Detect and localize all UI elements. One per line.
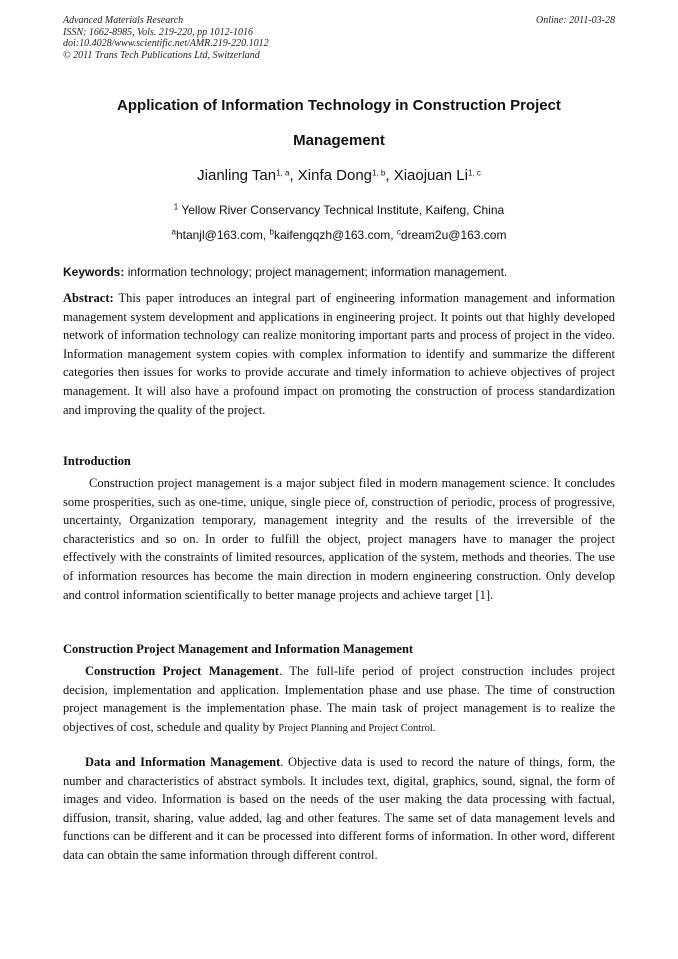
keywords-text: information technology; project management; information management. bbox=[127, 265, 508, 279]
email-link[interactable]: dream2u@163.com bbox=[400, 228, 507, 242]
paper-title bbox=[63, 88, 615, 158]
author-name: Xinfa Dong bbox=[297, 167, 373, 184]
abstract-text: This paper introduces an integral part of engineering information management and information management system development and applications in engineering project. It points out that highly developed network of information technology can realize monitoring important parts and process of project in the video. Information management system copies with complex information to identify and summarize the different categories then issues for works to provide accurate and timely information to achieve objectives of project management. It will also have a profound impact on promoting the construction of process standardization and improving the quality of the project. bbox=[63, 291, 615, 417]
online-date: Online: 2011-03-28 bbox=[536, 15, 615, 26]
keywords-label: Keywords: bbox=[63, 265, 125, 279]
paragraph-small-text: Project Planning and Project Control. bbox=[278, 722, 436, 734]
abstract-label: Abstract: bbox=[63, 291, 114, 305]
copyright-line: © 2011 Trans Tech Publications Ltd, Switzerland bbox=[63, 49, 260, 61]
email-link[interactable]: kaifengqzh@163.com bbox=[273, 228, 391, 242]
paragraph-text: . The full-life period of project construction includes project decision, implementation and application. Implementation phase and use phase. The time of construction project management is the implementation phase. The main task of project management is to realize the objectives of cost, schedule and quality by bbox=[63, 664, 615, 734]
affiliation-sup: 1 bbox=[173, 202, 179, 212]
abstract bbox=[63, 289, 615, 419]
author-sup: 1, c bbox=[467, 168, 481, 178]
journal-header bbox=[63, 15, 615, 61]
email-sup: c bbox=[396, 227, 401, 237]
issn-line: ISSN: 1662-8985, Vols. 219-220, pp 1012-1016 bbox=[63, 26, 253, 38]
affiliation-text: Yellow River Conservancy Technical Institute, Kaifeng, China bbox=[181, 203, 505, 217]
author-list: Jianling Tan$^{1, a}$, Xinfa Dong$^{1, b}$, Xiaojuan Li$^{1, c}$ bbox=[197, 167, 481, 184]
journal-name: Advanced Materials Research bbox=[63, 15, 184, 26]
author-sup: 1, b bbox=[372, 168, 386, 178]
title-line-1: Application of Information Technology in Construction Project bbox=[117, 97, 561, 114]
author-name: Xiaojuan Li bbox=[393, 167, 468, 184]
paragraph-lead: Construction Project Management bbox=[85, 664, 279, 678]
email-sup: a bbox=[171, 227, 176, 237]
author-sup: 1, a bbox=[276, 168, 290, 178]
doi-line: doi:10.4028/www.scientific.net/AMR.219-220.1012 bbox=[63, 38, 269, 49]
introduction-heading: Introduction bbox=[63, 454, 131, 468]
title-line-2: Management bbox=[293, 132, 385, 149]
email-list: $^a$htanjl@163.com, $^b$kaifengqzh@163.com, $^c$dream2u@163.com bbox=[171, 227, 507, 242]
introduction-text: Construction project management is a major subject filed in modern management science. It concludes some prosperities, such as one-time, unique, single piece of, construction of periodic, process of progressive, uncertainty, Organization temporary, management integrity and the results of the irreversible of the characteristics and so on. In order to fulfill the object, project managers have to manager the project effectively with the constraints of limited resources, application of the system, methods and theories. The use of information resources has become the main direction in modern engineering construction. Only develop and control information scientifically to better manage projects and achieve target [1]. bbox=[63, 476, 615, 602]
data-info-paragraph bbox=[63, 753, 615, 865]
email-link[interactable]: htanjl@163.com bbox=[175, 228, 263, 242]
paragraph-lead: Data and Information Management bbox=[85, 755, 281, 769]
author-name: Jianling Tan bbox=[197, 167, 277, 184]
affiliation bbox=[63, 201, 615, 219]
email-sup: b bbox=[269, 227, 274, 237]
paragraph-text: . Objective data is used to record the nature of things, form, the number and characteristics of abstract symbols. It includes text, digital, graphics, sound, signal, the form of images and video. Information is based on the needs of the user making the data processing with factual, diffusion, transit, sharing, value added, lag and other features. The same set of data management levels and functions can be different and it can be processed into different forms of information. In other word, different data can obtain the same information through different control. bbox=[63, 755, 615, 862]
keywords bbox=[63, 264, 615, 280]
construction-pm-paragraph bbox=[63, 662, 615, 738]
section-heading: Construction Project Management and Information Management bbox=[63, 642, 414, 656]
